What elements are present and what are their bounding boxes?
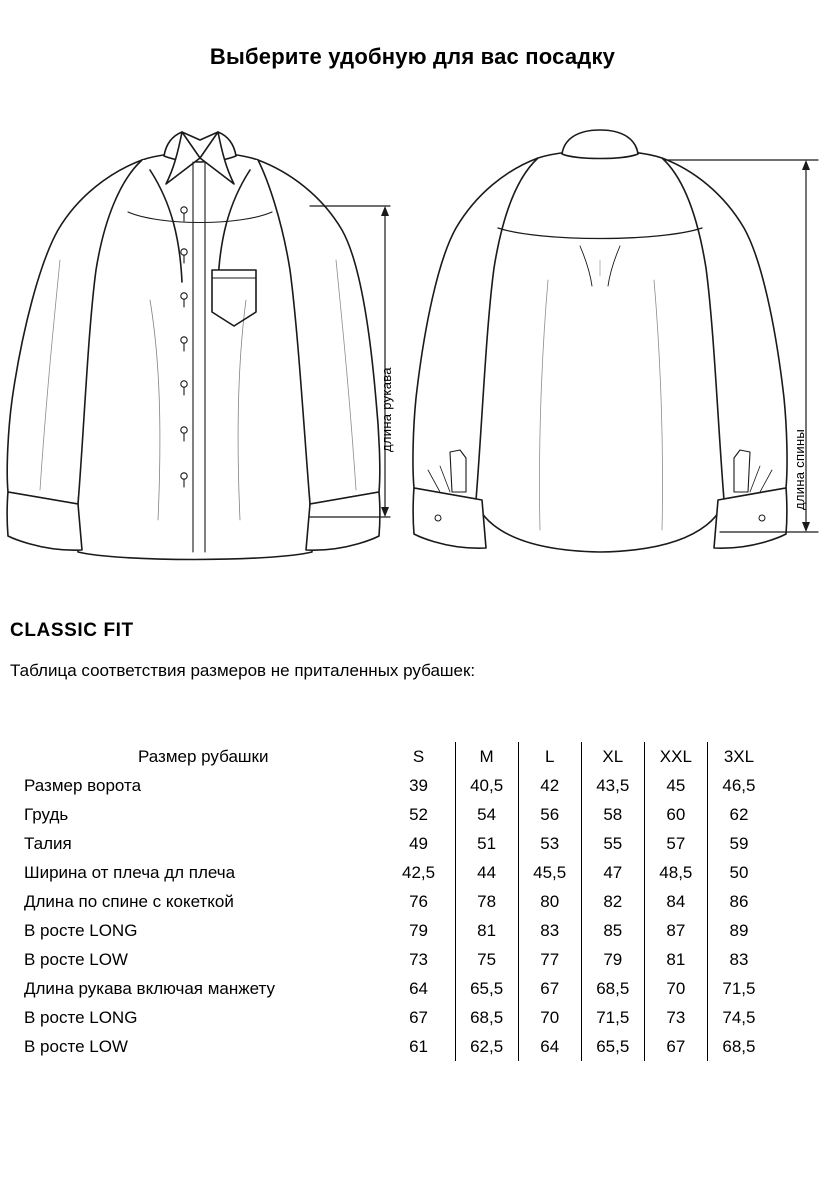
- column-header-xxl: XXL: [644, 742, 707, 771]
- fit-subtitle: Таблица соответствия размеров не приталенных рубашек:: [10, 661, 476, 680]
- row-label: В росте LONG: [24, 1007, 138, 1027]
- cell: 67: [644, 1032, 707, 1061]
- page-title: Выберите удобную для вас посадку: [209, 44, 616, 69]
- row-label: В росте LOW: [24, 949, 128, 969]
- cell: 73: [409, 949, 428, 969]
- table-row: [10, 1003, 770, 1032]
- column-header-l: L: [518, 742, 581, 771]
- row-label: Длина рукава включая манжету: [24, 978, 276, 998]
- cell: 81: [644, 945, 707, 974]
- table-row: [10, 800, 770, 829]
- cell: 44: [455, 858, 518, 887]
- cell: 83: [707, 945, 770, 974]
- table-row: [10, 887, 770, 916]
- front-sleeve-measure-label: длина рукава: [379, 367, 394, 452]
- cell: 87: [644, 916, 707, 945]
- cell: 71,5: [581, 1003, 644, 1032]
- cell: 67: [518, 974, 581, 1003]
- cell: 45: [644, 771, 707, 800]
- row-label: Ширина от плеча дл плеча: [24, 862, 236, 882]
- table-row: [10, 1032, 770, 1061]
- cell: 83: [518, 916, 581, 945]
- table-header-label: Размер рубашки: [138, 746, 269, 766]
- row-label: В росте LONG: [24, 920, 138, 940]
- cell: 84: [644, 887, 707, 916]
- shirt-back-view: [413, 130, 787, 552]
- cell: 73: [644, 1003, 707, 1032]
- shirt-technical-drawing: [0, 100, 825, 580]
- cell: 61: [409, 1036, 428, 1056]
- table-row: [10, 858, 770, 887]
- cell: 86: [707, 887, 770, 916]
- cell: 64: [409, 978, 428, 998]
- cell: 45,5: [518, 858, 581, 887]
- cell: 82: [581, 887, 644, 916]
- row-label: Длина по спине с кокеткой: [24, 891, 234, 911]
- cell: 79: [581, 945, 644, 974]
- cell: 62,5: [455, 1032, 518, 1061]
- cell: 77: [518, 945, 581, 974]
- cell: 53: [518, 829, 581, 858]
- cell: 55: [581, 829, 644, 858]
- cell: 79: [409, 920, 428, 940]
- cell: 42: [518, 771, 581, 800]
- row-label: В росте LOW: [24, 1036, 128, 1056]
- cell: 50: [707, 858, 770, 887]
- cell: 75: [455, 945, 518, 974]
- cell: 67: [409, 1007, 428, 1027]
- cell: 60: [644, 800, 707, 829]
- column-header-s: S: [412, 746, 425, 766]
- cell: 52: [409, 804, 428, 824]
- cell: 42,5: [401, 862, 436, 882]
- shirt-front-view: [7, 132, 380, 560]
- cell: 65,5: [581, 1032, 644, 1061]
- cell: 70: [644, 974, 707, 1003]
- column-header-3xl: 3XL: [707, 742, 770, 771]
- cell: 57: [644, 829, 707, 858]
- cell: 39: [409, 775, 428, 795]
- cell: 76: [409, 891, 428, 911]
- table-row: [10, 945, 770, 974]
- cell: 47: [581, 858, 644, 887]
- cell: 78: [455, 887, 518, 916]
- size-chart-body: [10, 742, 770, 1061]
- cell: 71,5: [707, 974, 770, 1003]
- cell: 40,5: [455, 771, 518, 800]
- cell: 43,5: [581, 771, 644, 800]
- row-label: Талия: [24, 833, 72, 853]
- cell: 70: [518, 1003, 581, 1032]
- cell: 85: [581, 916, 644, 945]
- cell: 68,5: [707, 1032, 770, 1061]
- cell: 54: [455, 800, 518, 829]
- row-label: Грудь: [24, 804, 69, 824]
- cell: 59: [707, 829, 770, 858]
- cell: 64: [518, 1032, 581, 1061]
- cell: 68,5: [455, 1003, 518, 1032]
- cell: 89: [707, 916, 770, 945]
- row-label: Размер ворота: [24, 775, 142, 795]
- table-row: [10, 829, 770, 858]
- cell: 58: [581, 800, 644, 829]
- cell: 56: [518, 800, 581, 829]
- back-length-measure-label: длина спины: [792, 428, 807, 510]
- shirt-illustration: [0, 100, 825, 580]
- cell: 46,5: [707, 771, 770, 800]
- table-row: [10, 916, 770, 945]
- fit-name: CLASSIC FIT: [10, 620, 134, 641]
- cell: 80: [518, 887, 581, 916]
- cell: 65,5: [455, 974, 518, 1003]
- column-header-m: M: [455, 742, 518, 771]
- table-header-row: [10, 742, 770, 771]
- cell: 49: [409, 833, 428, 853]
- cell: 62: [707, 800, 770, 829]
- size-chart-table: [10, 742, 770, 1061]
- column-header-xl: XL: [581, 742, 644, 771]
- cell: 68,5: [581, 974, 644, 1003]
- cell: 48,5: [644, 858, 707, 887]
- cell: 74,5: [707, 1003, 770, 1032]
- table-row: [10, 974, 770, 1003]
- cell: 51: [455, 829, 518, 858]
- table-row: [10, 771, 770, 800]
- cell: 81: [455, 916, 518, 945]
